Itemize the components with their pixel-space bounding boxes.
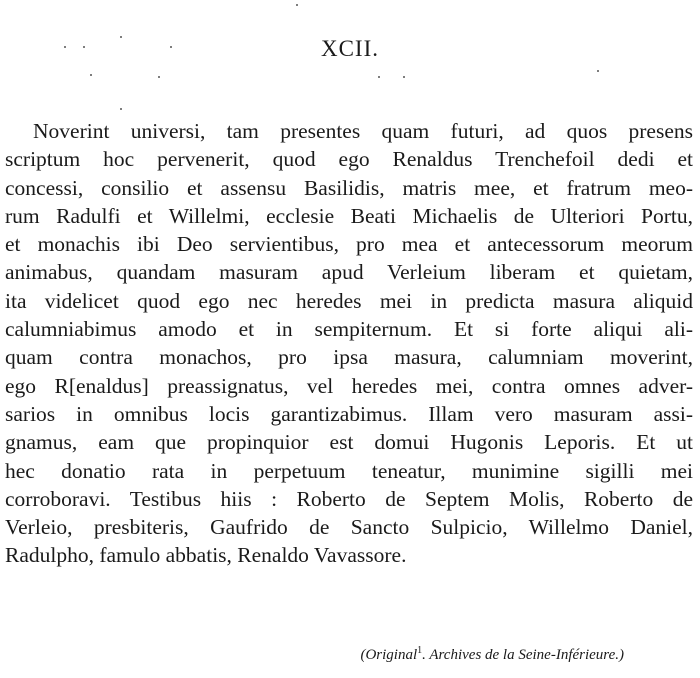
body-line: gnamus, eam que propinquior est domui Hugonis Leporis. Et ut <box>5 430 693 455</box>
body-line: hec donatio rata in perpetuum teneatur, munimine sigilli mei <box>5 458 693 483</box>
print-speck <box>597 70 599 72</box>
body-line: concessi, consilio et assensu Basilidis, matris mee, et fratrum meo- <box>5 175 693 200</box>
source-open: ( <box>360 647 366 663</box>
source-rest: . Archives de la Seine-Inférieure.) <box>422 647 624 663</box>
body-line: sarios in omnibus locis garantizabimus. Illam vero masuram assi- <box>5 401 693 426</box>
print-speck <box>158 76 160 78</box>
footnote-mark: 1 <box>417 645 423 656</box>
body-line: rum Radulfi et Willelmi, ecclesie Beati Michaelis de Ulteriori Portu, <box>5 203 693 228</box>
body-line: ita videlicet quod ego nec heredes mei in predicta masura aliquid <box>5 288 693 313</box>
body-line: Radulpho, famulo abbatis, Renaldo Vavassore. <box>5 543 407 568</box>
source-label: Original <box>365 647 418 663</box>
print-speck <box>120 108 122 110</box>
body-line: corroboravi. Testibus hiis : Roberto de Septem Molis, Roberto de <box>5 486 693 511</box>
source-note <box>0 645 624 664</box>
body-line: quam contra monachos, pro ipsa masura, calumniam moverint, <box>5 345 693 370</box>
body-line: scriptum hoc pervenerit, quod ego Renaldus Trenchefoil dedi et <box>5 147 693 172</box>
print-speck <box>378 76 380 78</box>
body-line: ego R[enaldus] preassignatus, vel heredes mei, contra omnes adver- <box>5 373 693 398</box>
body-line: animabus, quandam masuram apud Verleium liberam et quietam, <box>5 260 693 285</box>
print-speck <box>90 74 92 76</box>
print-speck <box>296 4 298 6</box>
document-heading: XCII. <box>320 36 380 61</box>
body-line: Verleio, presbiteris, Gaufrido de Sancto Sulpicio, Willelmo Daniel, <box>5 515 693 540</box>
document-body <box>5 117 693 570</box>
body-line: Noverint universi, tam presentes quam futuri, ad quos presens <box>33 119 693 143</box>
body-line: et monachis ibi Deo servientibus, pro mea et antecessorum meorum <box>5 232 693 257</box>
body-line: calumniabimus amodo et in sempiternum. Et si forte aliqui ali- <box>5 317 693 342</box>
print-speck <box>403 76 405 78</box>
